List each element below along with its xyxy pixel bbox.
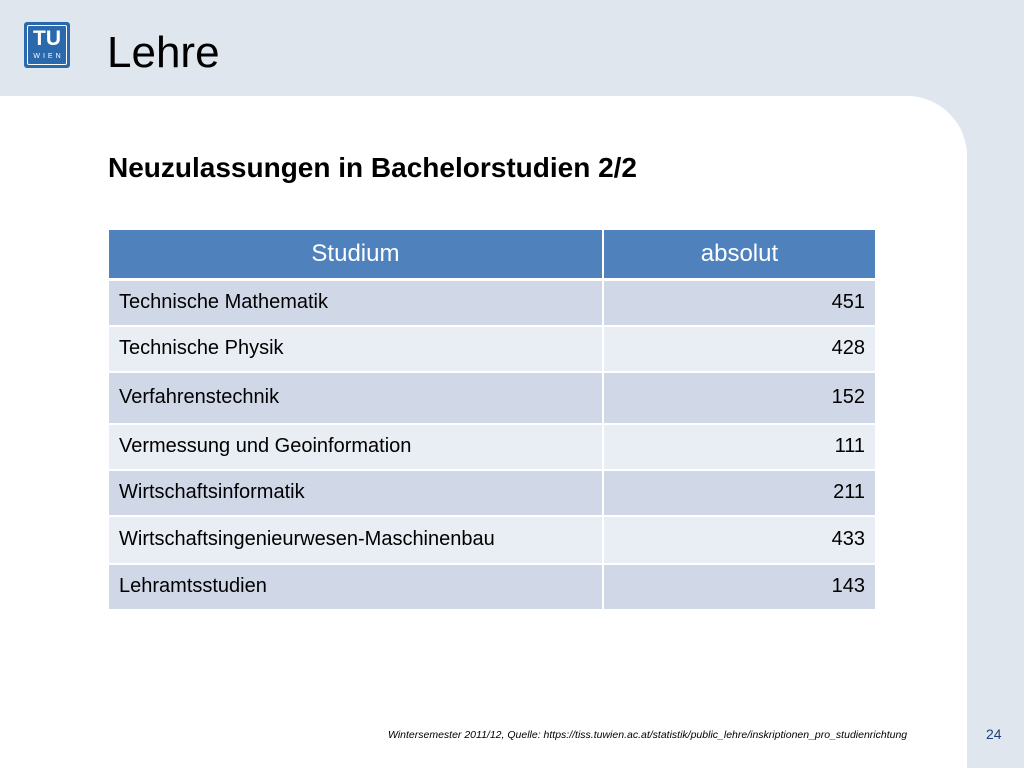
logo-frame xyxy=(27,25,67,65)
table-row xyxy=(109,470,875,516)
table-row xyxy=(109,424,875,470)
logo-wien-text: WIEN xyxy=(33,53,64,60)
cell-studium: Wirtschaftsinformatik xyxy=(109,470,603,516)
cell-absolut: 433 xyxy=(603,516,875,564)
cell-studium: Vermessung und Geoinformation xyxy=(109,424,603,470)
cell-absolut: 111 xyxy=(603,424,875,470)
slide-subtitle: Neuzulassungen in Bachelorstudien 2/2 xyxy=(108,152,638,183)
table-row xyxy=(109,280,875,326)
table-row xyxy=(109,516,875,564)
logo-tu-text: TU xyxy=(33,27,61,50)
page-number: 24 xyxy=(986,726,1002,742)
cell-studium: Verfahrenstechnik xyxy=(109,372,603,424)
cell-studium: Technische Mathematik xyxy=(109,280,603,326)
cell-studium: Wirtschaftsingenieurwesen-Maschinenbau xyxy=(109,516,603,564)
source-footnote: Wintersemester 2011/12, Quelle: https://tiss.tuwien.ac.at/statistik/public_lehre/inskriptionen_pro_studienrichtung xyxy=(388,729,908,741)
header-title: Lehre xyxy=(107,28,220,77)
table-row xyxy=(109,326,875,372)
cell-studium: Technische Physik xyxy=(109,326,603,372)
cell-studium: Lehramtsstudien xyxy=(109,564,603,610)
tu-wien-logo xyxy=(24,22,70,68)
table-row xyxy=(109,564,875,610)
column-header-studium: Studium xyxy=(109,230,603,280)
cell-absolut: 428 xyxy=(603,326,875,372)
table-header-row xyxy=(109,230,875,280)
cell-absolut: 451 xyxy=(603,280,875,326)
table-row xyxy=(109,372,875,424)
admissions-table xyxy=(109,230,875,611)
cell-absolut: 152 xyxy=(603,372,875,424)
cell-absolut: 143 xyxy=(603,564,875,610)
column-header-absolut: absolut xyxy=(603,230,875,280)
cell-absolut: 211 xyxy=(603,470,875,516)
